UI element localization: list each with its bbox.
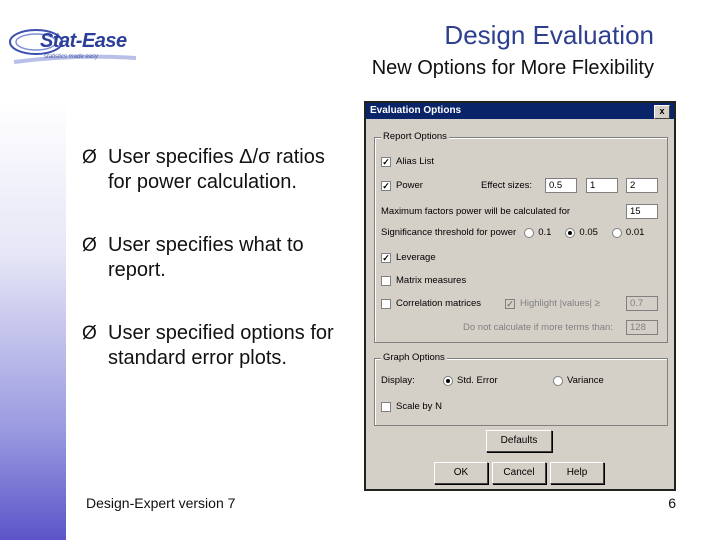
matrix-measures-label: Matrix measures (396, 275, 467, 286)
highlight-value-input[interactable]: 0.7 (626, 296, 658, 311)
page-number: 6 (668, 495, 676, 511)
variance-option[interactable] (553, 375, 604, 386)
alias-list-row[interactable] (381, 156, 434, 167)
scale-by-n-row[interactable] (381, 401, 442, 412)
significance-label: Significance threshold for power (381, 227, 517, 238)
logo-tagline: statistics made easy (44, 54, 99, 60)
highlight-checkbox[interactable]: ✓ (506, 298, 514, 309)
bullet-list (82, 145, 372, 409)
help-button[interactable]: Help (550, 462, 604, 484)
evaluation-options-dialog (364, 101, 676, 491)
bullet-text-line: User specifies what to (108, 234, 304, 256)
matrix-measures-row[interactable] (381, 275, 466, 286)
leverage-row[interactable] (381, 252, 436, 263)
slide-title: Design Evaluation (444, 20, 654, 50)
max-factors-label: Maximum factors power will be calculated for (381, 206, 571, 217)
power-row[interactable] (381, 180, 423, 191)
significance-radio-0-1[interactable] (524, 228, 534, 238)
bullet-item (82, 321, 372, 371)
variance-label: Variance (567, 375, 604, 386)
report-options-label: Report Options (383, 131, 447, 142)
dialog-title: Evaluation Options (370, 105, 462, 116)
correlation-matrices-row[interactable] (381, 298, 481, 309)
graph-options-label: Graph Options (383, 352, 445, 363)
power-checkbox[interactable]: ✓ (382, 180, 390, 191)
highlight-label: Highlight |values| ≥ (520, 298, 600, 309)
bullet-text-line: for power calculation. (108, 171, 297, 193)
logo-text: Stat-Ease (40, 30, 127, 52)
correlation-matrices-label: Correlation matrices (396, 298, 481, 309)
highlight-row[interactable] (505, 298, 600, 309)
max-factors-input[interactable]: 15 (626, 204, 658, 219)
ok-button[interactable]: OK (434, 462, 488, 484)
significance-radio-0-01[interactable] (612, 228, 622, 238)
slide-left-gradient-bar (0, 100, 66, 540)
significance-option-label: 0.05 (579, 227, 598, 238)
effect-sizes-label: Effect sizes: (481, 180, 533, 191)
bullet-item (82, 233, 372, 283)
cancel-button[interactable]: Cancel (492, 462, 546, 484)
bullet-arrow-icon: Ø (82, 235, 97, 256)
dont-calculate-label: Do not calculate if more terms than: (463, 322, 613, 333)
slide-subtitle: New Options for More Flexibility (371, 57, 654, 79)
dialog-titlebar[interactable] (366, 103, 674, 119)
significance-option-label: 0.1 (538, 227, 552, 238)
bullet-text-line: report. (108, 259, 166, 281)
close-button[interactable]: x (654, 105, 670, 119)
footer-version: Design-Expert version 7 (86, 495, 236, 511)
bullet-item (82, 145, 372, 195)
display-label: Display: (381, 375, 415, 386)
significance-option-label: 0.01 (625, 227, 645, 238)
bullet-arrow-icon: Ø (82, 323, 97, 344)
std-error-label: Std. Error (457, 375, 498, 386)
scale-by-n-checkbox[interactable] (381, 402, 391, 412)
report-options-group (374, 131, 668, 343)
graph-options-group (374, 352, 668, 426)
bullet-arrow-icon: Ø (82, 147, 97, 168)
significance-radio-0-05[interactable] (565, 228, 575, 238)
alias-list-checkbox[interactable]: ✓ (382, 156, 390, 167)
effect-size-input[interactable]: 1 (586, 178, 618, 193)
leverage-label: Leverage (396, 252, 436, 263)
significance-row (381, 227, 644, 238)
bullet-text-line: User specifies Δ/σ ratios (108, 146, 325, 168)
std-error-option[interactable] (443, 375, 498, 386)
scale-by-n-label: Scale by N (396, 401, 442, 412)
correlation-matrices-checkbox[interactable] (381, 299, 391, 309)
defaults-button[interactable]: Defaults (486, 430, 552, 452)
effect-size-input[interactable]: 2 (626, 178, 658, 193)
matrix-measures-checkbox[interactable] (381, 276, 391, 286)
alias-list-label: Alias List (396, 156, 435, 167)
effect-size-input[interactable]: 0.5 (545, 178, 577, 193)
stat-ease-logo (6, 22, 141, 74)
power-label: Power (396, 180, 423, 191)
dont-calculate-input[interactable]: 128 (626, 320, 658, 335)
bullet-text-line: standard error plots. (108, 347, 287, 369)
bullet-text-line: User specified options for (108, 322, 334, 344)
leverage-checkbox[interactable]: ✓ (382, 252, 390, 263)
std-error-radio[interactable] (443, 376, 453, 386)
variance-radio[interactable] (553, 376, 563, 386)
